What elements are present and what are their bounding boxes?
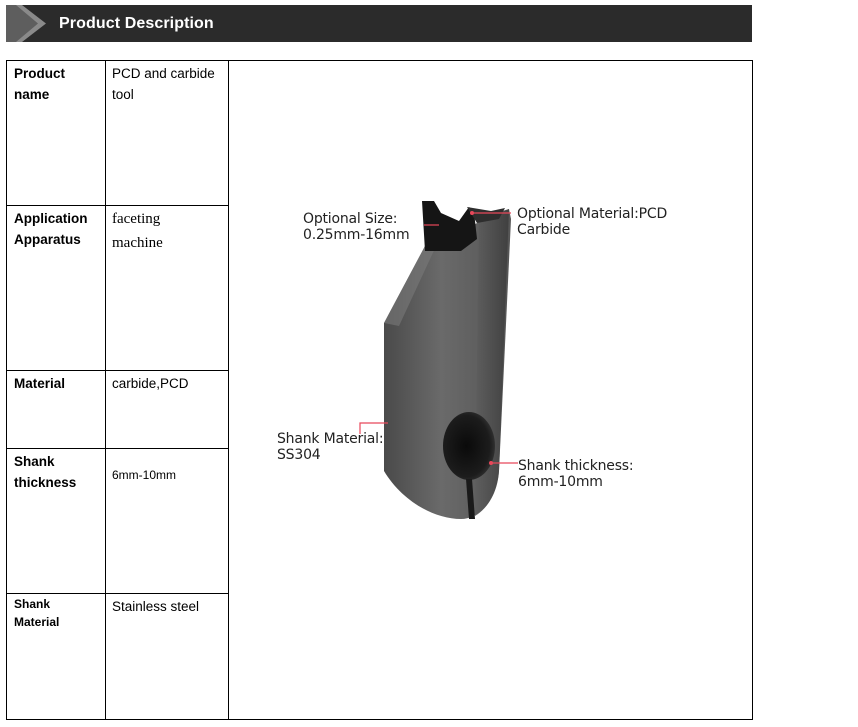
arrow-chevron-icon [6,5,52,42]
spec-value-line: 6mm-10mm [112,468,177,482]
callout-line: SS304 [277,447,321,463]
callout-shank-material [277,431,383,463]
spec-value-shank-thickness [106,449,229,594]
callout-line: 6mm-10mm [518,474,603,490]
callout-line: Carbide [517,222,570,238]
spec-key-line: Shank [14,454,55,469]
table-row [7,61,753,206]
spec-key-shank-thickness [7,449,106,594]
product-image-cell [229,61,753,720]
spec-key-line: Apparatus [14,232,81,247]
spec-table [6,60,753,720]
spec-key-material [7,371,106,449]
spec-key-line: Product [14,66,66,81]
spec-key-line: name [14,87,50,102]
section-title: Product Description [59,15,214,32]
callout-shank-thickness [518,458,633,490]
product-figure [229,61,758,718]
pcd-tool-illustration [229,61,758,718]
callout-optional-size [303,211,409,243]
spec-key-line: Shank [14,597,51,611]
spec-key-shank-material [7,594,106,720]
spec-value-line: carbide,PCD [112,376,189,391]
spec-key-application-apparatus [7,206,106,371]
spec-key-line: Material [14,615,60,629]
spec-value-application-apparatus [106,206,229,371]
spec-value-line: faceting [112,211,161,227]
spec-value-material [106,371,229,449]
spec-value-line: PCD and carbide [112,66,215,81]
spec-key-line: Material [14,376,66,391]
spec-value-line: tool [112,87,134,102]
callout-line: Optional Size: [303,211,398,227]
spec-value-shank-material [106,594,229,720]
callout-line: 0.25mm-16mm [303,227,410,243]
spec-key-line: thickness [14,475,77,490]
spec-value-product-name [106,61,229,206]
spec-key-product-name [7,61,106,206]
callout-line: Shank thickness: [518,458,634,474]
spec-value-line: machine [112,235,163,251]
spec-value-line: Stainless steel [112,599,200,614]
section-header [6,5,752,42]
callout-line: Shank Material: [277,431,384,447]
callout-line: Optional Material:PCD [517,206,668,222]
spec-key-line: Application [14,211,88,226]
callout-optional-material [517,206,667,238]
